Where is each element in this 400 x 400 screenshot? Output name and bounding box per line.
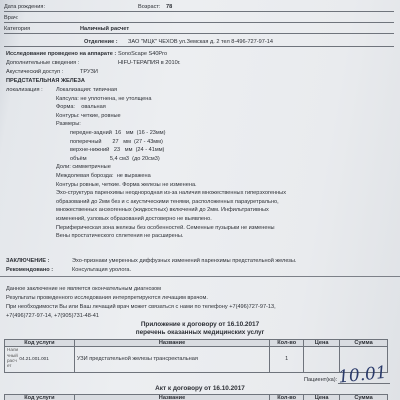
finding-line: Вены простатического сплетения не расширены. [56, 233, 184, 240]
column-header: Сумма [340, 395, 388, 400]
service-code: 04.21.001.001 [19, 356, 49, 362]
dob-label: Дата рождения: [4, 4, 46, 10]
column-header: Цена [304, 340, 340, 347]
category-value: Наличный расчет [80, 26, 130, 32]
extra-info-value: HIFU-ТЕРАПИЯ в 2010г. [118, 60, 181, 66]
finding-line: передне-задний 16 мм (16 - 23мм) [70, 130, 166, 136]
column-header: Код услуги [5, 340, 75, 347]
column-header: Сумма [340, 340, 388, 347]
finding-line: верхне-нижний 23 мм (24 - 41мм) [70, 147, 165, 154]
finding-line: Эхо-структура паренхимы неоднородная из-за наличия множественных гиперэхогенных [56, 190, 287, 197]
finding-line: множественных анэхогенных (жидкостных) включений до 2мм. Инфильтративных [56, 207, 269, 214]
finding-line: объём 5,4 см3 (до 20см3) [70, 155, 160, 162]
recommended-text: Консультация уролога. [72, 267, 132, 273]
finding-line: образований до 2мм без и с акустическими тенями, расположенных парауретрально, [56, 198, 279, 205]
age-label: Возраст: [138, 4, 161, 10]
finding-line: Периферическая зона железы без особенностей. Семенные пузырьки не изменены [56, 224, 275, 231]
patient-signature [336, 360, 392, 388]
header-divider [4, 11, 394, 12]
handwritten-date: 10.01 [337, 362, 388, 388]
finding-line: Локализация: типичная [56, 87, 117, 93]
device-value: SonoScape S40Pro [118, 51, 168, 57]
department-value: ЗАО "МЦК" ЧЕХОВ ул.Земская д. 2 тел 8-496-727-97-14 [128, 39, 273, 45]
appendix-subtitle: перечень оказанных медицинских услуг [135, 329, 265, 336]
disclaimer-line: Данное заключение не является окончательным диагнозом [6, 286, 161, 292]
doctor-label: Врач: [4, 15, 19, 21]
age-value: 78 [166, 4, 173, 10]
payment-type: Нали чный расч ет [7, 347, 19, 369]
column-header: Кол-во [270, 395, 304, 400]
finding-line: Междолевая борозда: не выражена [56, 173, 151, 179]
column-header: Кол-во [270, 340, 304, 347]
header-divider [4, 33, 394, 34]
column-header: Название [74, 395, 269, 400]
column-header: Цена [304, 395, 340, 400]
services-table [4, 339, 388, 373]
header-divider [4, 46, 394, 47]
department-label: Отделение : [84, 39, 118, 45]
disclaimer-line: При необходимости Вы или Ваш лечащий врач может связаться с нами по телефону +7(496)727-97-13, [6, 304, 276, 310]
act-title: Акт к договору от 16.10.2017 [155, 385, 245, 392]
finding-line: Доли: симметричные [56, 164, 111, 171]
prostate-section-title: ПРЕДСТАТЕЛЬНАЯ ЖЕЛЕЗА [6, 78, 85, 84]
finding-line: Форма: овальная [56, 104, 106, 111]
service-qty: 1 [270, 347, 304, 373]
device-label: Исследование проведено на аппарате : [6, 51, 117, 57]
location-label: локализация : [6, 87, 43, 93]
conclusion-text: Эхо-признаки умеренных диффузных изменений паренхимы предстательной железы. [72, 258, 297, 264]
conclusion-label: ЗАКЛЮЧЕНИЕ : [6, 258, 50, 264]
table-row [5, 347, 388, 373]
finding-line: Размеры: [56, 121, 81, 128]
access-label: Акустический доступ : [6, 69, 64, 75]
finding-line: Капсула: не уплотнена, не утолщена [56, 95, 152, 102]
finding-line: поперечный 27 мм (27 - 43мм) [70, 138, 163, 145]
table-header-row [5, 340, 388, 347]
code-cell [5, 347, 75, 373]
disclaimer-line: +7(496)727-97-14, +7(905)731-48-41 [6, 313, 99, 319]
category-label: Категория [4, 26, 31, 32]
column-header: Код услуги [5, 395, 75, 400]
extra-info-label: Дополнительные сведения : [6, 60, 80, 66]
section-divider [0, 276, 400, 277]
disclaimer-line: Результаты проведенного исследования интерпретируются лечащим врачом. [6, 295, 208, 301]
patient-label: Пациент(ка): [304, 377, 338, 383]
finding-line: Контуры ровные, четкие. Форма железы не изменена. [56, 181, 197, 188]
act-table [4, 394, 388, 400]
access-value: ТРУЗИ [80, 69, 98, 75]
finding-line: Контуры: четкие, ровные [56, 112, 121, 119]
column-header: Название [74, 340, 269, 347]
appendix-title: Приложение к договору от 16.10.2017 [140, 321, 260, 328]
finding-line: изменений, узловых образований достоверно не выявлено. [56, 216, 212, 222]
service-name: УЗИ предстательной железы трансректальная [74, 347, 269, 373]
header-divider [4, 22, 394, 23]
recommended-label: Рекомендовано : [6, 267, 54, 273]
service-price [304, 347, 340, 373]
table-header-row [5, 395, 388, 400]
